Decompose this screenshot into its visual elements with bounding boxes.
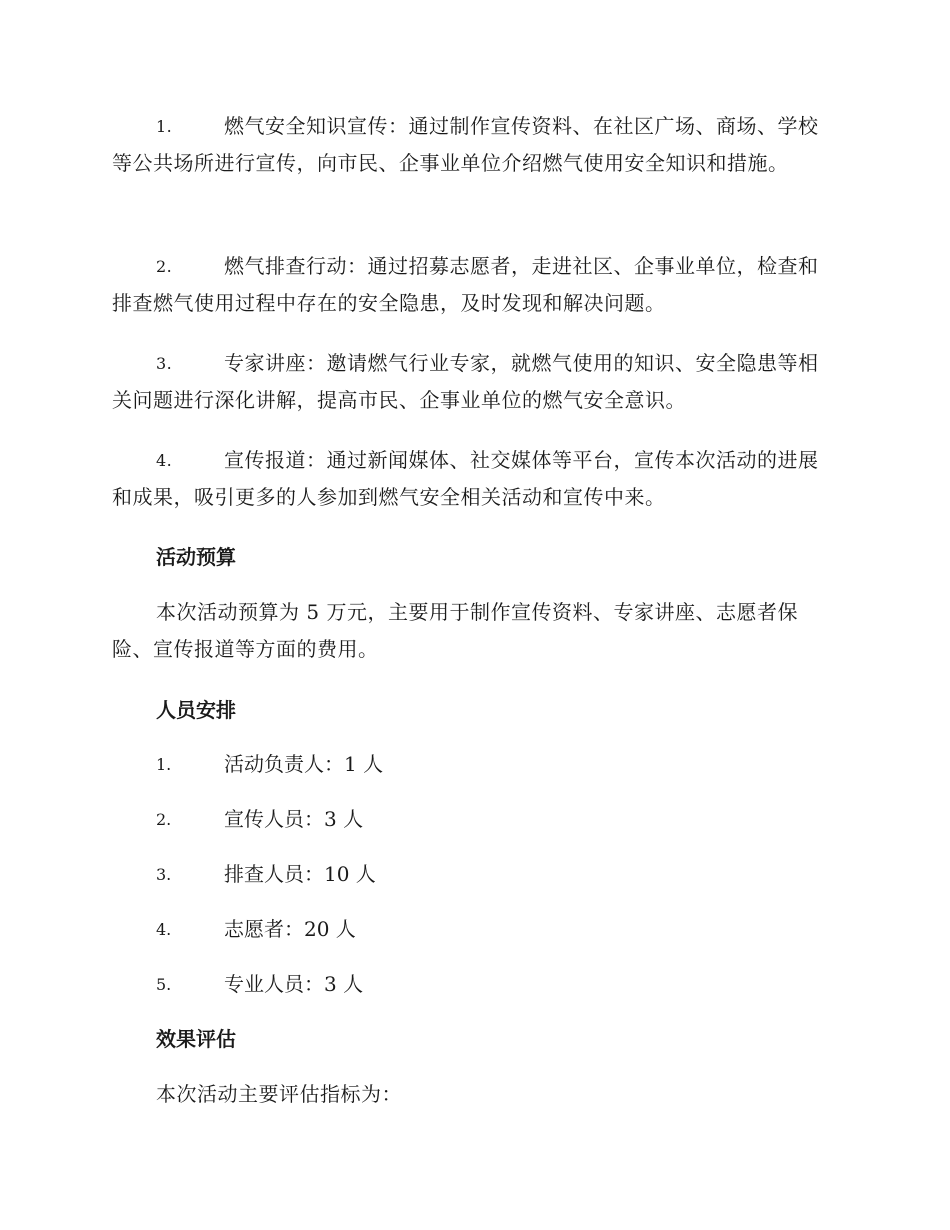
list-item-text: 宣传人员：3 人: [224, 807, 364, 831]
list-item: [112, 108, 836, 182]
list-item-text: 专家讲座：邀请燃气行业专家，就燃气使用的知识、安全隐患等相关问题进行深化讲解，提高市民、企事业单位的燃气安全意识。: [112, 351, 819, 412]
list-item-text: 排查人员：10 人: [224, 862, 376, 886]
list-item: [112, 442, 836, 516]
list-item-text: 燃气安全知识宣传：通过制作宣传资料、在社区广场、商场、学校等公共场所进行宣传，向市民、企事业单位介绍燃气使用安全知识和措施。: [112, 114, 819, 175]
section-heading-budget: 活动预算: [156, 545, 236, 569]
list-number: 4.: [156, 920, 172, 939]
list-number: 3.: [156, 865, 172, 884]
list-number: 5.: [156, 975, 172, 994]
list-number: 3.: [156, 354, 173, 373]
list-item-text: 志愿者：20 人: [224, 917, 356, 941]
list-item-text: 燃气排查行动：通过招募志愿者，走进社区、企事业单位，检查和排查燃气使用过程中存在的安全隐患，及时发现和解决问题。: [112, 254, 819, 315]
list-number: 1.: [156, 117, 173, 136]
list-number: 2.: [156, 257, 173, 276]
list-item: [112, 248, 836, 322]
list-number: 1.: [156, 755, 172, 774]
section-heading-staff: 人员安排: [156, 698, 236, 722]
list-number: 2.: [156, 810, 172, 829]
evaluation-paragraph: 本次活动主要评估指标为：: [156, 1082, 402, 1106]
budget-paragraph: 本次活动预算为 5 万元，主要用于制作宣传资料、专家讲座、志愿者保险、宣传报道等方面的费用。: [112, 600, 798, 661]
list-number: 4.: [156, 451, 173, 470]
list-item: [112, 345, 836, 419]
list-item-text: 活动负责人：1 人: [224, 752, 384, 776]
section-heading-evaluation: 效果评估: [156, 1027, 236, 1051]
list-item-text: 宣传报道：通过新闻媒体、社交媒体等平台，宣传本次活动的进展和成果，吸引更多的人参加到燃气安全相关活动和宣传中来。: [112, 448, 819, 509]
list-item-text: 专业人员：3 人: [224, 972, 364, 996]
